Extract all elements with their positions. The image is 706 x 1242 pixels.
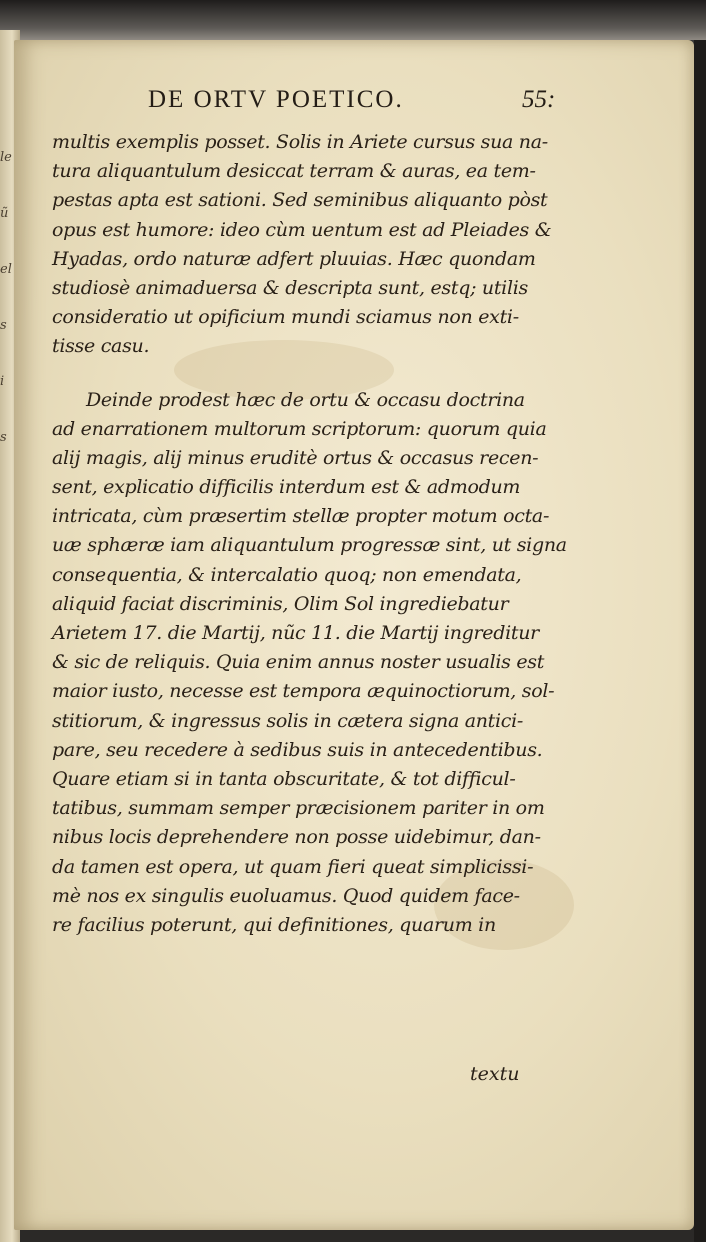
text-line: mè nos ex singulis euoluamus. Quod quidem face-	[52, 884, 520, 907]
margin-note: le	[0, 150, 12, 165]
text-line: alij magis, alij minus eruditè ortus & occasus recen-	[52, 446, 539, 469]
margin-notes	[0, 130, 16, 466]
text-line: sent, explicatio difficilis interdum est & admodum	[52, 476, 521, 499]
book-top-edge	[0, 0, 706, 40]
text-line: opus est humore: ideo cùm uentum est ad Pleiades &	[52, 218, 552, 241]
text-line: tura aliquantulum desiccat terram & auras, ea tem-	[52, 160, 536, 183]
text-line: consequentia, & intercalatio quoq; non emendata,	[52, 563, 522, 586]
margin-note: s	[0, 430, 7, 445]
text-line: multis exemplis posset. Solis in Ariete cursus sua na-	[52, 131, 548, 153]
scan-edge	[694, 40, 706, 1242]
text-line: studiosè animaduersa & descripta sunt, estq; utilis	[52, 276, 528, 299]
text-line: & sic de reliquis. Quia enim annus noster usualis est	[52, 651, 545, 674]
text-line: re facilius poterunt, qui definitiones, quarum in	[52, 913, 496, 936]
text-line: ad enarrationem multorum scriptorum: quorum quia	[52, 417, 547, 440]
margin-note: ũ	[0, 206, 9, 221]
text-line: aliquid faciat discriminis, Olim Sol ingrediebatur	[52, 592, 509, 615]
text-line: Hyadas, ordo naturæ adfert pluuias. Hæc quondam	[52, 247, 536, 270]
text-line: Arietem 17. die Martij, nũc 11. die Martij ingreditur	[52, 622, 539, 644]
text-line: stitiorum, & ingressus solis in cætera signa antici-	[52, 709, 524, 732]
text-line: nibus locis deprehendere non posse uidebimur, dan-	[52, 826, 541, 849]
text-line: uæ sphæræ iam aliquantulum progressæ sint, ut signa	[52, 534, 567, 557]
paragraph-gap	[52, 362, 552, 386]
text-line: pare, seu recedere à sedibus suis in antecedentibus.	[52, 738, 543, 761]
text-line: Quare etiam si in tanta obscuritate, & tot difficul-	[52, 767, 516, 790]
running-head: DE ORTV POETICO.	[148, 86, 404, 113]
catchword: textu	[470, 1063, 520, 1085]
text-line: Deinde prodest hæc de ortu & occasu doctrina	[86, 388, 525, 411]
text-line: maior iusto, necesse est tempora æquinoctiorum, sol-	[52, 680, 555, 703]
page-number: 55:	[522, 86, 556, 113]
margin-note: s	[0, 318, 7, 333]
text-line: tisse casu.	[52, 335, 150, 358]
text-line: da tamen est opera, ut quam fieri queat simplicissi-	[52, 855, 534, 878]
margin-note: i	[0, 374, 5, 389]
text-line: consideratio ut opificium mundi sciamus non exti-	[52, 306, 519, 329]
margin-note: el	[0, 262, 12, 277]
text-line: tatibus, summam semper præcisionem pariter in om	[52, 797, 545, 820]
text-line: pestas apta est sationi. Sed seminibus aliquanto pòst	[52, 189, 548, 212]
text-line: intricata, cùm præsertim stellæ propter motum octa-	[52, 505, 550, 528]
body-text	[52, 128, 567, 940]
